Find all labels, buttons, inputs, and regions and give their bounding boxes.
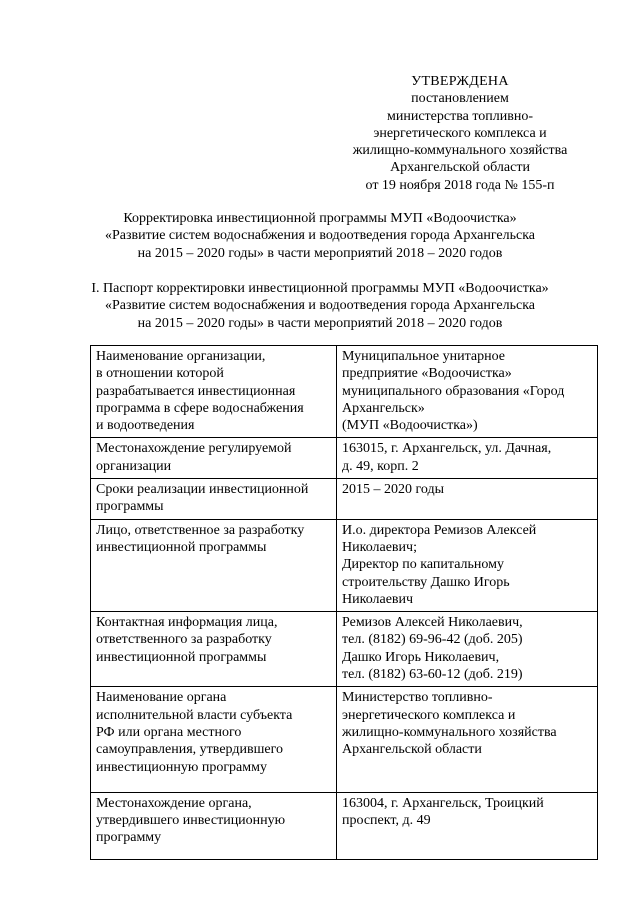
- cell-line: Дашко Игорь Николаевич,: [342, 649, 500, 665]
- title-line: на 2015 – 2020 годы» в части мероприятий 2018 – 2020 годов: [137, 245, 503, 261]
- row-value-cell: [337, 346, 598, 438]
- table-row: [91, 612, 598, 687]
- cell-line: строительству Дашко Игорь: [342, 574, 510, 590]
- cell-line: энергетического комплекса и: [342, 707, 516, 723]
- passport-heading-line: I. Паспорт корректировки инвестиционной программы МУП «Водоочистка»: [91, 281, 549, 296]
- passport-heading-line: «Развитие систем водоснабжения и водоотведения города Архангельска: [104, 298, 536, 314]
- title-line: «Развитие систем водоснабжения и водоотведения города Архангельска: [104, 228, 536, 244]
- cell-line: (МУП «Водоочистка»): [342, 418, 478, 434]
- approval-heading: УТВЕРЖДЕНА: [411, 74, 509, 89]
- row-label-cell: [91, 519, 337, 611]
- cell-line: 2015 – 2020 годы: [342, 482, 445, 498]
- row-value-cell: [337, 438, 598, 479]
- cell-line: исполнительной власти субъекта: [96, 707, 293, 723]
- passport-table: [90, 345, 598, 860]
- cell-line: утвердившего инвестиционную: [96, 813, 286, 829]
- cell-line: Николаевич;: [342, 539, 417, 555]
- cell-line: программа в сфере водоснабжения: [96, 400, 304, 416]
- cell-line: И.о. директора Ремизов Алексей: [342, 522, 537, 538]
- row-value-cell: [337, 612, 598, 687]
- cell-line: проспект, д. 49: [342, 813, 431, 829]
- approval-line: Архангельской области: [390, 160, 530, 176]
- title-line: Корректировка инвестиционной программы МУП «Водоочистка»: [123, 211, 517, 226]
- cell-line: 163004, г. Архангельск, Троицкий: [342, 795, 544, 811]
- cell-line: Архангельской области: [342, 742, 482, 758]
- row-label-cell: [91, 612, 337, 687]
- cell-line: Министерство топливно-: [342, 690, 493, 706]
- cell-line: д. 49, корп. 2: [342, 458, 419, 474]
- cell-line: инвестиционную программу: [96, 759, 267, 775]
- cell-line: тел. (8182) 63-60-12 (доб. 219): [342, 667, 523, 683]
- cell-line: предприятие «Водоочистка»: [342, 366, 512, 382]
- cell-line: тел. (8182) 69-96-42 (доб. 205): [342, 632, 523, 648]
- row-label-cell: [91, 346, 337, 438]
- approval-line: постановлением: [411, 91, 509, 107]
- cell-line: Директор по капитальному: [342, 557, 504, 573]
- cell-line: Наименование организации,: [96, 349, 266, 364]
- approval-line: от 19 ноября 2018 года № 155-п: [365, 177, 555, 193]
- cell-line: ответственного за разработку: [96, 632, 272, 648]
- cell-line: организации: [96, 458, 172, 474]
- table-row: [91, 519, 598, 611]
- cell-line: Местонахождение органа,: [96, 795, 252, 811]
- table-row: [91, 479, 598, 520]
- cell-line: Контактная информация лица,: [96, 615, 278, 631]
- cell-line: Архангельск»: [342, 400, 425, 416]
- cell-line: Наименование органа: [96, 690, 227, 706]
- cell-line: самоуправления, утвердившего: [96, 742, 283, 758]
- row-label-cell: [91, 792, 337, 859]
- cell-line: 163015, г. Архангельск, ул. Дачная,: [342, 441, 552, 457]
- table-row: [91, 346, 598, 438]
- cell-line: инвестиционной программы: [96, 539, 267, 555]
- table-row: [91, 687, 598, 792]
- cell-line: разрабатывается инвестиционная: [96, 383, 296, 399]
- cell-line: инвестиционной программы: [96, 649, 267, 665]
- document-title: [80, 210, 560, 262]
- cell-line: программу: [96, 830, 162, 846]
- approval-line: жилищно-коммунального хозяйства: [352, 143, 568, 159]
- cell-line: программы: [96, 499, 164, 515]
- approval-line: энергетического комплекса и: [373, 125, 547, 141]
- cell-line: жилищно-коммунального хозяйства: [342, 724, 557, 740]
- cell-line: и водоотведения: [96, 418, 195, 434]
- row-value-cell: [337, 519, 598, 611]
- approval-line: министерства топливно-: [386, 108, 534, 124]
- row-label-cell: [91, 479, 337, 520]
- cell-line: Муниципальное унитарное: [342, 349, 506, 364]
- approval-stamp: [330, 73, 590, 194]
- row-value-cell: [337, 687, 598, 792]
- cell-line: Ремизов Алексей Николаевич,: [342, 615, 523, 631]
- row-value-cell: [337, 479, 598, 520]
- cell-line: Лицо, ответственное за разработку: [96, 522, 305, 538]
- row-label-cell: [91, 438, 337, 479]
- cell-line: РФ или органа местного: [96, 724, 242, 740]
- cell-line: Николаевич: [342, 591, 414, 607]
- row-value-cell: [337, 792, 598, 859]
- passport-heading-line: на 2015 – 2020 годы» в части мероприятий 2018 – 2020 годов: [137, 315, 503, 331]
- passport-heading: [80, 280, 560, 332]
- cell-line: Сроки реализации инвестиционной: [96, 482, 309, 498]
- cell-line: муниципального образования «Город: [342, 383, 565, 399]
- cell-line: в отношении которой: [96, 366, 224, 382]
- cell-line: Местонахождение регулируемой: [96, 441, 292, 457]
- table-row: [91, 438, 598, 479]
- table-row: [91, 792, 598, 859]
- row-label-cell: [91, 687, 337, 792]
